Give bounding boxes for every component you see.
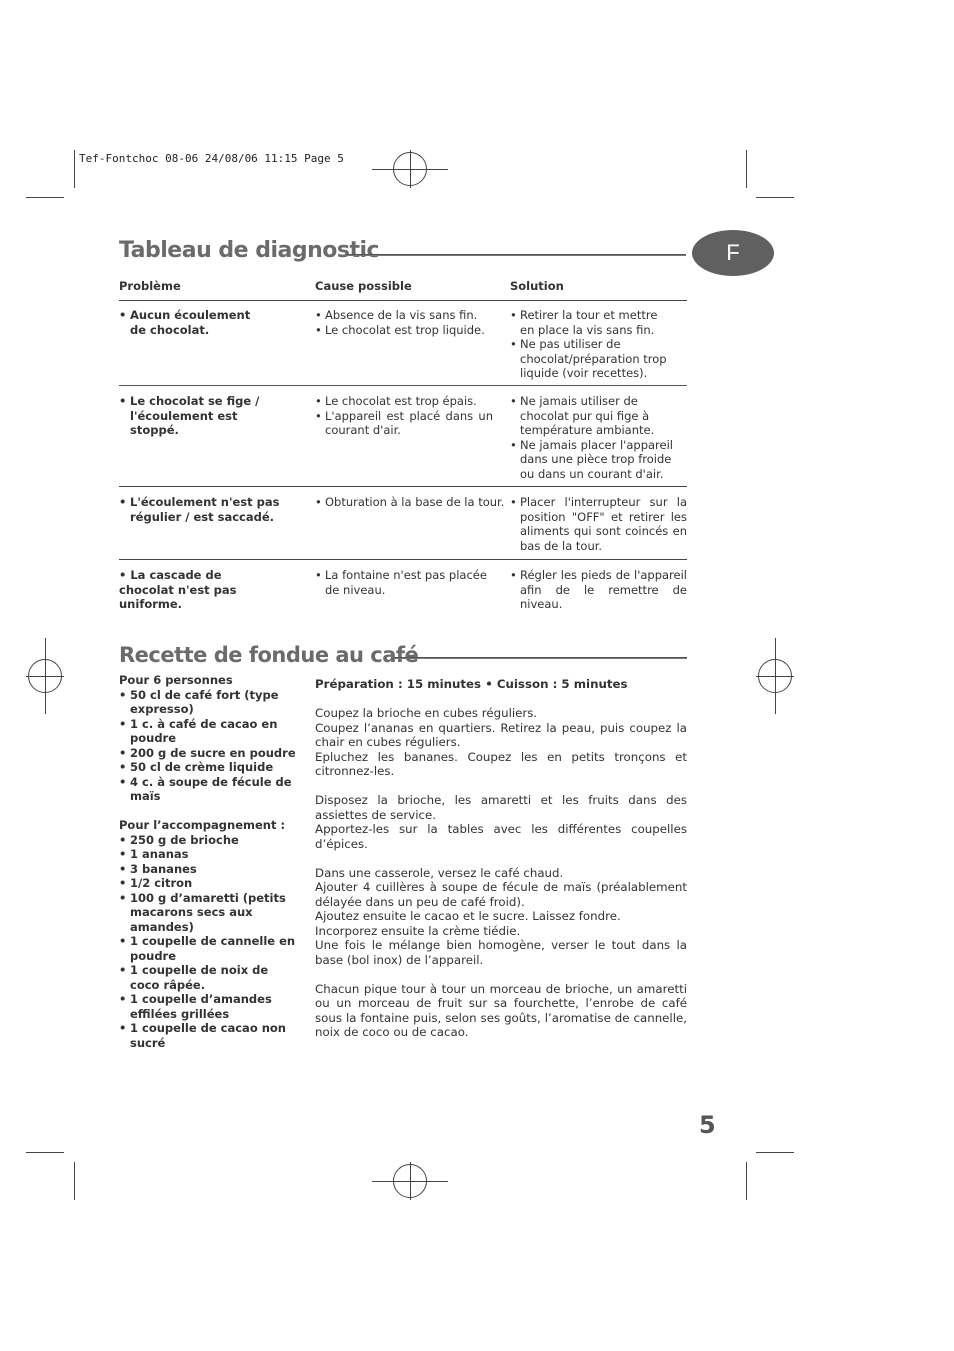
recipe-step: Disposez la brioche, les amaretti et les fruits dans des assiettes de service. [315, 793, 687, 822]
solution-item: • Ne jamais utiliser de chocolat pur qui fige à température ambiante. [510, 394, 686, 438]
recipe-timing: Préparation : 15 minutes • Cuisson : 5 minutes [315, 677, 628, 691]
print-slug: Tef-Fontchoc 08-06 24/08/06 11:15 Page 5 [79, 152, 344, 165]
solution-item: • Ne jamais placer l'appareil dans une pièce trop froide ou dans un courant d'air. [510, 438, 686, 482]
recipe-title: Recette de fondue au café [119, 643, 419, 667]
solution-item: • Régler les pieds de l'appareil afin de le remettre de niveau. [510, 568, 687, 612]
problem-item: • L'écoulement n'est pas régulier / est saccadé. [119, 495, 284, 524]
cause-cell [315, 394, 493, 438]
problem-item: • Le chocolat se fige / l'écoulement est stoppé. [119, 394, 289, 438]
solution-cell [510, 568, 687, 612]
row-divider [119, 559, 687, 560]
solution-cell [510, 394, 686, 482]
ingredient-item: • 200 g de sucre en poudre [119, 746, 299, 761]
accompaniment-item: • 250 g de brioche [119, 833, 299, 848]
problem-cell [119, 308, 259, 337]
recipe-step: Ajoutez ensuite le cacao et le sucre. Laissez fondre. [315, 909, 621, 923]
cause-item: • Obturation à la base de la tour. [315, 495, 505, 510]
cause-item: • Absence de la vis sans fin. [315, 308, 493, 323]
cause-cell [315, 308, 493, 337]
page-number: 5 [699, 1111, 716, 1139]
accompaniment-item: • 1 coupelle de cacao non sucré [119, 1021, 299, 1050]
language-badge: F [692, 230, 774, 276]
cause-cell [315, 568, 495, 597]
problem-item: • Aucun écoulement de chocolat. [119, 308, 259, 337]
recipe-step: Incorporez ensuite la crème tiédie. [315, 923, 521, 938]
accompaniment-label: Pour l’accompagnement : [119, 818, 286, 832]
solution-item: • Placer l'interrupteur sur la position "OFF" et retirer les aliments qui sont coincés en bas de la tour. [510, 495, 687, 553]
servings-label: Pour 6 personnes [119, 673, 233, 687]
problem-cell [119, 394, 289, 438]
solution-cell [510, 308, 674, 381]
recipe-step: Chacun pique tour à tour un morceau de brioche, un amaretti ou un morceau de fruit sur sa fourchette, l’enrobe de café sous la fontaine puis, selon ses goûts, l’aromatise de cannelle, noix de coco ou de cacao. [315, 981, 687, 1039]
column-header-cause: Cause possible [315, 279, 412, 293]
solution-item: • Ne pas utiliser de chocolat/préparation trop liquide (voir recettes). [510, 337, 674, 381]
accompaniment-item: • 100 g d’amaretti (petits macarons secs aux amandes) [119, 891, 299, 935]
problem-cell [119, 568, 279, 612]
diagnostic-title: Tableau de diagnostic [119, 238, 380, 263]
accompaniment-item: • 1/2 citron [119, 876, 299, 891]
recipe-step: Apportez-les sur la tables avec les différentes coupelles d’épices. [315, 822, 687, 851]
cause-cell [315, 495, 505, 510]
recipe-step: Coupez la brioche en cubes réguliers. [315, 706, 538, 720]
ingredient-item: • 50 cl de café fort (type expresso) [119, 688, 299, 717]
accompaniment-item: • 1 coupelle de cannelle en poudre [119, 934, 299, 963]
recipe-step: Dans une casserole, versez le café chaud. [315, 865, 564, 880]
column-header-problem: Problème [119, 279, 181, 293]
recipe-instructions [315, 677, 687, 1040]
row-divider [119, 486, 687, 487]
cause-item: • L'appareil est placé dans un courant d'air. [315, 409, 493, 438]
problem-item: • La cascade de chocolat n'est pas uniforme. [119, 568, 237, 612]
recipe-step: Epluchez les bananes. Coupez les en petits tronçons et citronnez-les. [315, 749, 687, 778]
ingredient-item: • 50 cl de crème liquide [119, 760, 299, 775]
recipe-step: Coupez l’ananas en quartiers. Retirez la peau, puis coupez la chair en cubes réguliers. [315, 720, 687, 749]
title-rule [394, 657, 687, 659]
title-rule [346, 254, 686, 256]
solution-cell [510, 495, 687, 553]
cause-item: • Le chocolat est trop épais. [315, 394, 493, 409]
accompaniment-item: • 1 ananas [119, 847, 299, 862]
solution-item: • Retirer la tour et mettre en place la vis sans fin. [510, 308, 674, 337]
cause-item: • La fontaine n'est pas placée de niveau. [315, 568, 495, 597]
row-divider [119, 385, 687, 386]
table-header-rule [119, 300, 687, 301]
ingredient-item: • 4 c. à soupe de fécule de maïs [119, 775, 299, 804]
accompaniment-item: • 1 coupelle de noix de coco râpée. [119, 963, 299, 992]
accompaniment-item: • 1 coupelle d’amandes effilées grillées [119, 992, 299, 1021]
problem-cell [119, 495, 284, 524]
column-header-solution: Solution [510, 279, 564, 293]
ingredient-item: • 1 c. à café de cacao en poudre [119, 717, 299, 746]
recipe-step: Une fois le mélange bien homogène, verser le tout dans la base (bol inox) de l’appareil. [315, 938, 687, 967]
recipe-step: Ajouter 4 cuillères à soupe de fécule de maïs (préalablement délayée dans un peu de café froid). [315, 880, 687, 909]
cause-item: • Le chocolat est trop liquide. [315, 323, 493, 338]
accompaniment-item: • 3 bananes [119, 862, 299, 877]
ingredients-list [119, 673, 299, 1050]
